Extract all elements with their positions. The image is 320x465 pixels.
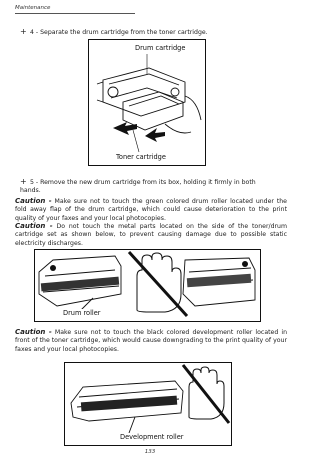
- caution-metal-parts: [15, 222, 287, 248]
- caution-text: Do not touch the metal parts located on the side of the toner/drum cartridge set as shown below, to prevent causing damage due to possible static electricity discharges.: [15, 223, 287, 247]
- figure-drum-roller: [34, 249, 261, 322]
- drum-cartridge-label: Drum cartridge: [135, 44, 186, 52]
- caution-title: Caution -: [15, 197, 52, 205]
- header-rule: [15, 13, 135, 14]
- step-4: [20, 28, 275, 37]
- figure-development-roller: [64, 362, 232, 446]
- caution-title: Caution -: [15, 222, 53, 230]
- figure-separate-cartridges: [88, 39, 206, 166]
- caution-title: Caution -: [15, 328, 52, 336]
- step-5-text: 5 - Remove the new drum cartridge from its box, holding it firmly in both hands.: [20, 179, 256, 195]
- step-5: [20, 178, 275, 195]
- caution-drum-roller: [15, 197, 287, 223]
- step-bullet: +: [20, 177, 27, 186]
- caution-text: Make sure not to touch the green colored drum roller located under the fold away flap of the drum cartridge, which could cause deterioration to the print quality of your faxes and your local photocopies.: [15, 198, 287, 222]
- caution-development-roller: [15, 328, 287, 354]
- running-header: Maintenance: [15, 5, 51, 11]
- separation-illustration: [89, 40, 205, 165]
- toner-cartridge-label: Toner cartridge: [116, 153, 166, 161]
- drum-roller-label: Drum roller: [63, 309, 101, 317]
- step-4-text: 4 - Separate the drum cartridge from the toner cartridge.: [30, 29, 208, 36]
- step-bullet: +: [20, 27, 27, 36]
- page-number: 133: [144, 449, 156, 455]
- development-roller-label: Development roller: [120, 433, 184, 441]
- caution-text: Make sure not to touch the black colored development roller located in front of the toner cartridge, which would cause downgrading to the print quality of your faxes and your local photocopies.: [15, 329, 287, 353]
